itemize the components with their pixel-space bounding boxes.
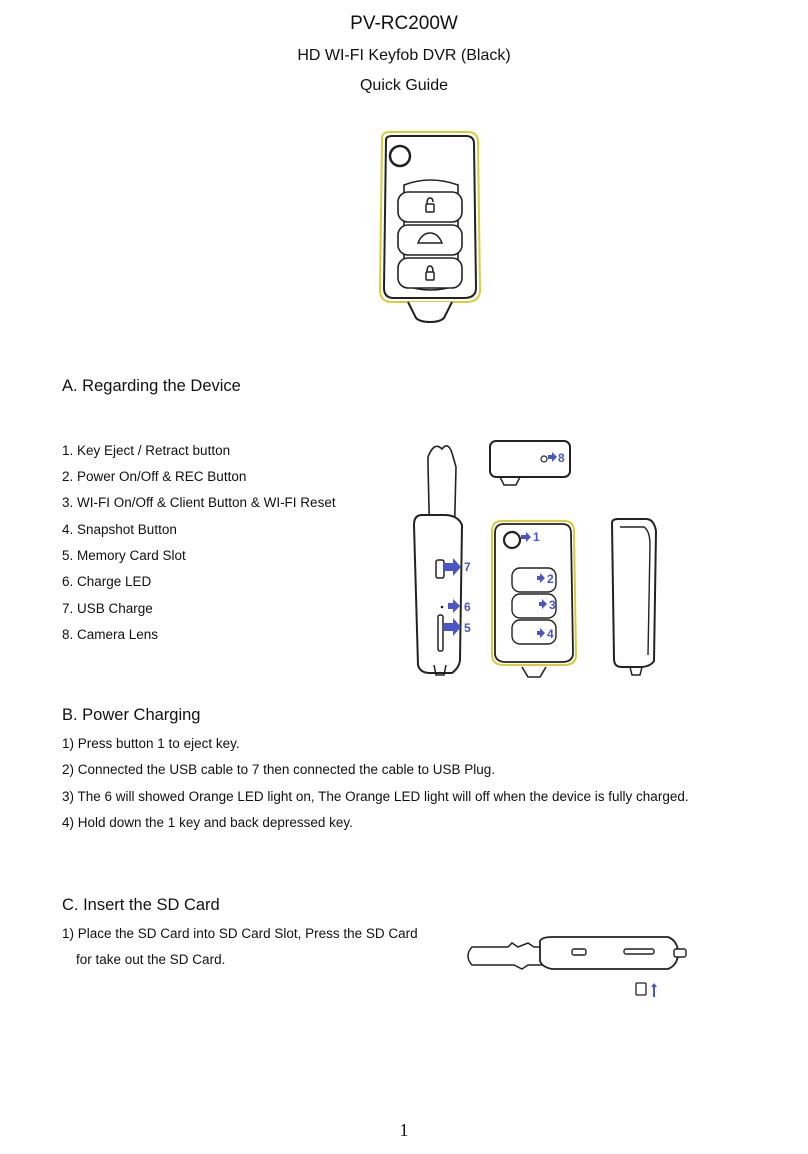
charging-step: 3) The 6 will showed Orange LED light on, The Orange LED light will off when the device is fully charged. [62, 789, 689, 804]
svg-text:6: 6 [464, 600, 471, 614]
document-subtitle: HD WI-FI Keyfob DVR (Black) [297, 47, 511, 64]
svg-text:7: 7 [464, 560, 471, 574]
keyfob-front-illustration [370, 130, 490, 325]
svg-text:5: 5 [464, 621, 471, 635]
charging-step: 1) Press button 1 to eject key. [62, 736, 240, 751]
section-b-heading: B. Power Charging [62, 706, 201, 724]
device-part-item: 7. USB Charge [62, 601, 153, 616]
svg-text:1: 1 [533, 530, 540, 544]
charging-step: 2) Connected the USB cable to 7 then connected the cable to USB Plug. [62, 762, 496, 777]
guide-label: Quick Guide [359, 77, 449, 94]
svg-text:3: 3 [549, 598, 556, 612]
sd-card-step-continued: for take out the SD Card. [76, 952, 226, 967]
right-side-view [612, 519, 656, 675]
sd-card-insert-illustration [468, 933, 688, 1003]
charging-step: 4) Hold down the 1 key and back depressed key. [62, 815, 353, 830]
section-c-heading: C. Insert the SD Card [62, 896, 220, 914]
front-view [492, 521, 576, 677]
device-part-item: 5. Memory Card Slot [62, 548, 186, 563]
device-part-item: 4. Snapshot Button [62, 522, 177, 537]
section-a-heading: A. Regarding the Device [62, 377, 241, 395]
svg-text:4: 4 [547, 627, 554, 641]
device-part-item: 8. Camera Lens [62, 627, 159, 642]
document-title: PV-RC200W [350, 13, 458, 34]
device-part-item: 6. Charge LED [62, 574, 152, 589]
page-number: 1 [399, 1120, 409, 1140]
svg-text:8: 8 [558, 451, 565, 465]
device-part-item: 3. WI-FI On/Off & Client Button & WI-FI Reset [62, 495, 336, 510]
device-parts-diagram [400, 435, 670, 680]
device-part-item: 1. Key Eject / Retract button [62, 443, 231, 458]
sd-card-step: 1) Place the SD Card into SD Card Slot, Press the SD Card [62, 926, 418, 941]
svg-text:2: 2 [547, 572, 554, 586]
device-part-item: 2. Power On/Off & REC Button [62, 469, 247, 484]
